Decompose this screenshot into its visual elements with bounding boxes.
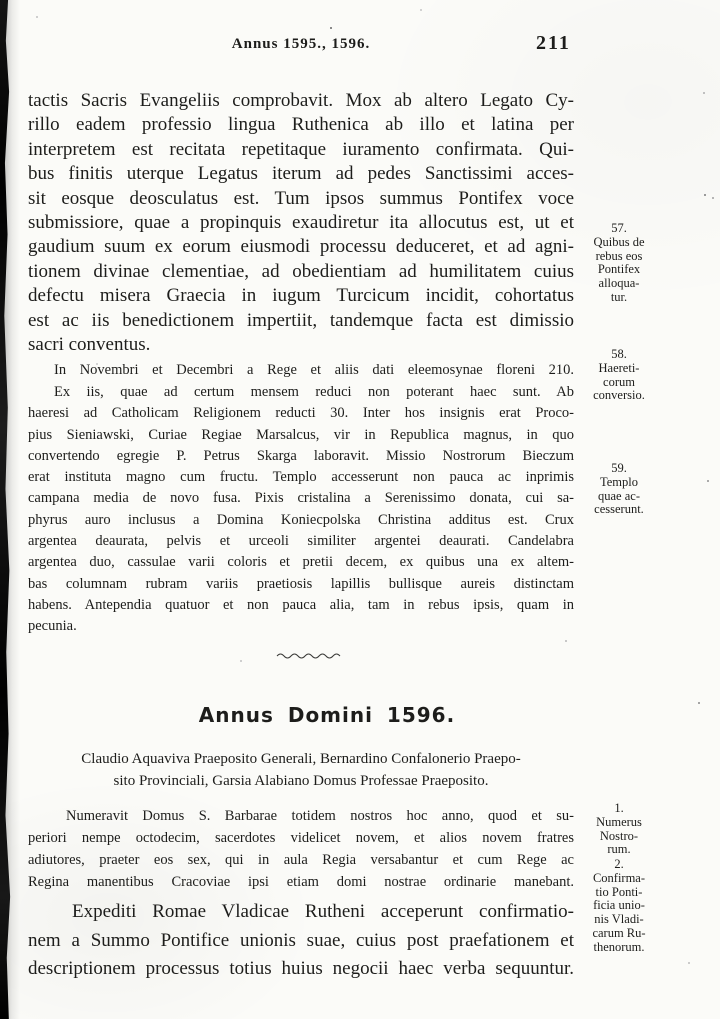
margin-note-text	[583, 362, 655, 403]
text-line: pius Sieniawski, Curiae Regiae Marsalcus, vir in Republica magnus, in quo	[28, 426, 574, 443]
margin-note-number: 2.	[614, 857, 624, 871]
text-line: tactis Sacris Evangeliis comprobavit. Mox ab altero Legato Cy-	[28, 90, 574, 111]
text-line: Ex iis, quae ad certum mensem reduci non poterant haec sunt. Ab	[54, 384, 574, 400]
margin-note-1	[583, 802, 655, 857]
margin-note-text	[583, 816, 655, 857]
paragraph-numerus-domus	[28, 805, 574, 893]
text-line: rillo eadem professio lingua Ruthenica ab illo et latina per	[28, 114, 574, 136]
text-line: campana media de novo fusa. Pixis cristalina a Serenissimo donata, cui sa-	[28, 490, 574, 507]
text-line: bus finitis uterque Legatus iterum ad pedes Sanctissimi acces-	[28, 163, 574, 185]
text-line: quae ac-	[598, 488, 640, 503]
text-line: haeresi ad Catholicam Religionem reducti 30. Inter hos insignis erat Proco-	[28, 405, 574, 422]
text-line: Numerus	[596, 814, 642, 829]
text-line: Nostro-	[599, 828, 639, 843]
text-line: convertendo egregie P. Petrus Skarga laboravit. Missio Nostrorum Bieczum	[28, 447, 574, 464]
running-header	[28, 32, 574, 54]
page-number: 211	[536, 32, 571, 54]
text-line: argentea deaurata, pelvis et urceoli similiter argentei deaurati. Candelabra	[28, 533, 574, 550]
margin-note-59	[583, 462, 655, 517]
text-line: Pontifex	[597, 262, 641, 277]
text-line: tionem divinae clementiae, ad obedientiam ad humilitatem cuius	[28, 260, 574, 282]
text-line: est ac iis benedictionem impertiit, tandemque facta est dimissio	[28, 309, 574, 331]
scan-noise-specks	[0, 0, 2, 2]
text-line: gaudium suum ex eorum eiusmodi processu deduceret, et ad agni-	[28, 236, 574, 258]
margin-note-number: 57.	[611, 221, 627, 235]
text-line: erat instituta magno cum fructu. Templo accesserunt non pauca ac inprimis	[28, 469, 574, 486]
text-line: defectu misera Graecia in iugum Turcicum incidit, cohortatus	[28, 285, 574, 307]
margin-note-number: 1.	[614, 801, 624, 815]
paragraph-expediti-romae	[28, 898, 574, 984]
text-line: carum Ru-	[592, 925, 646, 940]
text-line: Templo	[599, 474, 638, 489]
text-line: Regina manentibus Cracoviae ipsi etiam domi nostrae ordinarie manebant.	[28, 874, 574, 890]
text-line: Confirma-	[592, 870, 646, 885]
text-line: conversio.	[593, 388, 645, 403]
text-line: tio Ponti-	[595, 884, 643, 899]
text-line: interpretem est recitata repetitaque iuramento confirmata. Qui-	[28, 138, 574, 160]
text-line: pecunia.	[28, 618, 77, 635]
running-header-title: Annus 1595., 1596.	[231, 36, 371, 52]
margin-note-text	[583, 476, 655, 517]
margin-note-number: 59.	[611, 461, 627, 475]
text-line: argentea duo, cassulae varii coloris et pretii decem, ex quibus una ex altem-	[28, 554, 574, 571]
text-line: nem a Summo Pontifice unionis suae, cuius post praefationem et	[28, 929, 574, 951]
text-line: sacri conventus.	[28, 334, 151, 356]
text-line: tur.	[610, 289, 628, 304]
text-line: cesserunt.	[594, 502, 644, 517]
text-line: periori nempe octodecim, sacerdotes videlicet novem, et alios novem fratres	[28, 830, 574, 846]
section-divider-squiggle	[276, 648, 342, 666]
section-heading-annus-domini: Annus Domini 1596.	[198, 703, 456, 727]
text-line: rum.	[607, 842, 631, 857]
text-line: bas columnam rubram variis praetiosis lapillis bullisque aureis distinctam	[28, 575, 574, 592]
text-line: descriptionem processus totius huius negocii haec verba sequuntur.	[28, 958, 574, 979]
text-line: Claudio Aquaviva Praeposito Generali, Bernardino Confalonerio Praepo-	[81, 751, 521, 767]
text-line: adiutores, praeter eos sex, qui in aula Regia versabantur et cum Rege ac	[28, 852, 574, 868]
text-line: Numeravit Domus S. Barbarae totidem nostros hoc anno, quod et su-	[66, 808, 574, 824]
paragraph-continuation-legates	[28, 89, 574, 357]
margin-note-2	[583, 858, 655, 955]
text-line: sit eosque deosculatus est. Tum ipsos summus Pontifex voce	[28, 187, 574, 209]
text-line: sito Provinciali, Garsia Alabiano Domus Professae Praeposito.	[113, 773, 489, 789]
margin-note-text	[583, 872, 655, 955]
margin-note-58	[583, 348, 655, 403]
text-line: thenorum.	[593, 939, 645, 954]
paragraph-eleemosynae	[28, 359, 574, 381]
margin-note-57	[583, 222, 655, 305]
text-line: corum	[603, 374, 635, 389]
text-line: nis Vladi-	[594, 912, 644, 927]
subheading-superiors	[28, 748, 574, 792]
paragraph-conversions-gifts	[28, 382, 574, 638]
margin-note-text	[583, 236, 655, 305]
text-line: rebus eos	[595, 248, 643, 263]
text-line: In Novembri et Decembri a Rege et aliis dati eleemosynae floreni 210.	[54, 362, 574, 378]
text-line: alloqua-	[598, 276, 640, 291]
text-line: ficia unio-	[593, 898, 645, 913]
text-line: habens. Antependia quatuor et non pauca alia, tam in rebus ipsis, quam in	[28, 596, 574, 613]
text-line: Quibus de	[593, 234, 645, 249]
text-line: phyrus auro inclusus a Domina Koniecpolska Christina additus est. Crux	[28, 511, 574, 528]
text-line: submissiore, quae a propinquis exaudiretur ita allocutus est, ut et	[28, 212, 574, 234]
margin-note-number: 58.	[611, 347, 627, 361]
text-line: Haereti-	[598, 360, 640, 375]
text-line: Expediti Romae Vladicae Rutheni acceperunt confirmatio-	[72, 901, 574, 922]
